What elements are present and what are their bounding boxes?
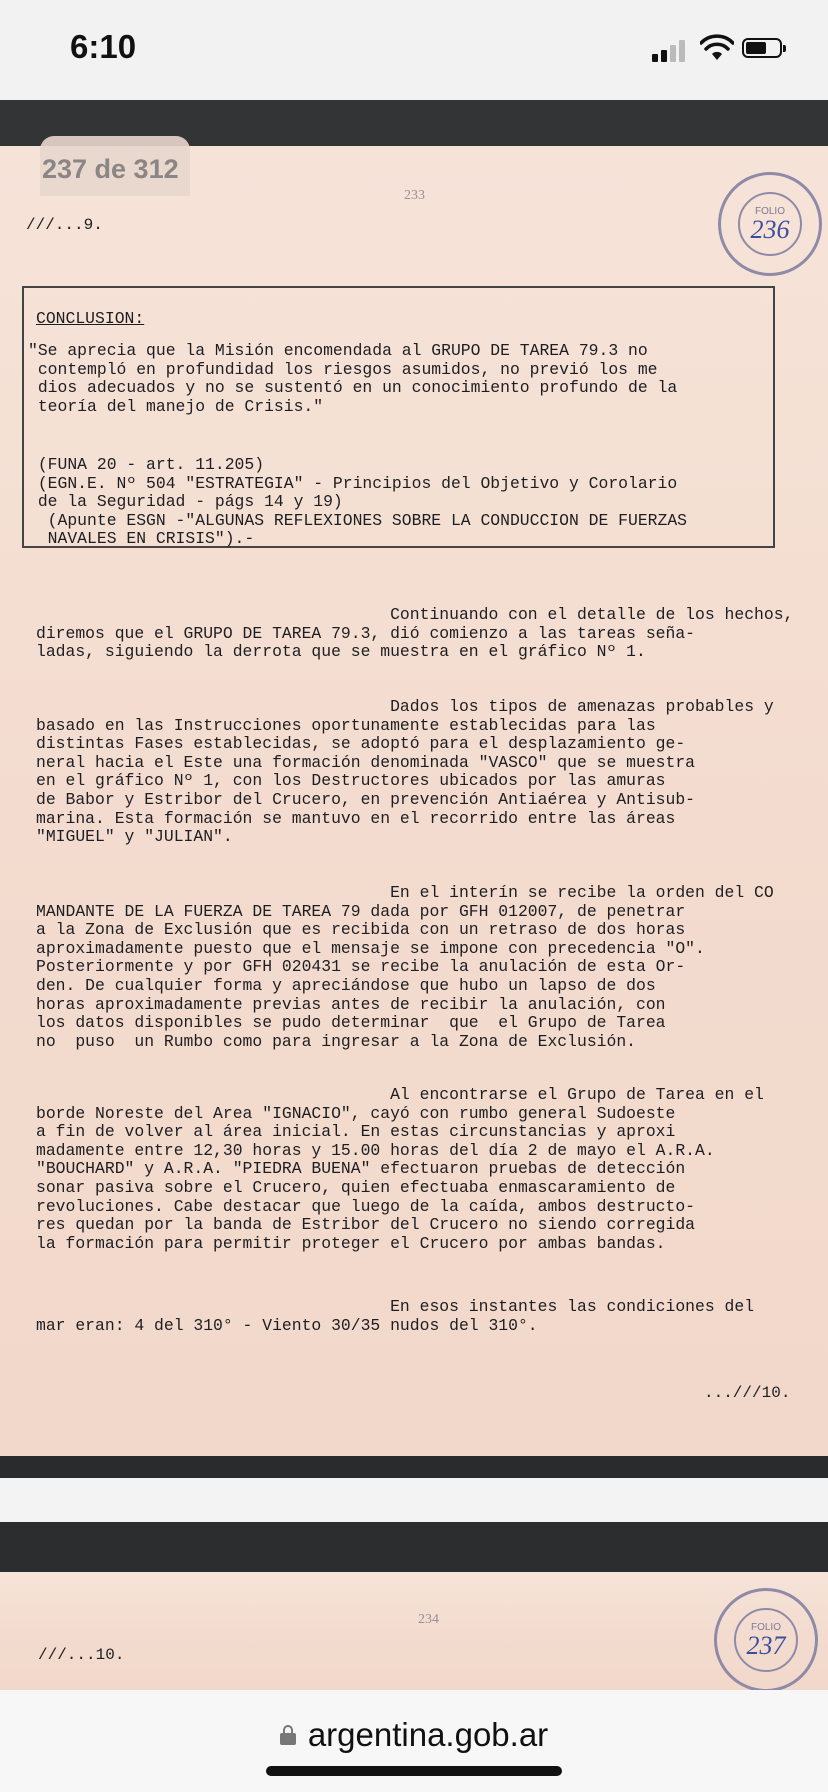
paragraph-line: res quedan por la banda de Estribor del Crucero no siendo corregida [36,1215,696,1235]
url-text[interactable]: argentina.gob.ar [307,1716,549,1753]
paragraph-line: borde Noreste del Area "IGNACIO", cayó con rumbo general Sudoeste [36,1103,676,1123]
paragraph-line: den. De cualquier forma y apreciándose que hubo un lapso de dos [36,975,656,995]
reference-line: (EGN.E. Nº 504 "ESTRATEGIA" - Principios del Objetivo y Corolario [28,473,678,493]
paragraph [36,1298,754,1335]
paragraph-line: revoluciones. Cabe destacar que luego de la caída, ambos destructo- [36,1196,696,1216]
paragraph-line: neral hacia el Este una formación denominada "VASCO" que se muestra [36,752,696,772]
conclusion-line: dios adecuados y no se sustentó en un conocimiento profundo de la [28,378,678,398]
document-page-next [0,1572,828,1690]
paragraph-line: En el interín se recibe la orden del CO [36,883,774,902]
paragraph-line: marina. Esta formación se mantuvo en el recorrido entre las áreas [36,808,676,828]
status-bar [0,0,828,100]
conclusion-line: "Se aprecia que la Misión encomendada al GRUPO DE TAREA 79.3 no [28,341,648,360]
paragraph-line: madamente entre 12,30 horas y 15.00 horas del día 2 de mayo el A.R.A. [36,1140,715,1160]
conclusion-line: teoría del manejo de Crisis." [28,396,324,416]
home-indicator[interactable] [266,1766,562,1776]
paragraph-line: horas aproximadamente previas antes de recibir la anulación, con [36,994,666,1014]
stamp-folio-label-next: FOLIO [750,1621,781,1633]
paragraph-line: "BOUCHARD" y A.R.A. "PIEDRA BUENA" efectuaron pruebas de detección [36,1159,686,1179]
paragraph-line: Continuando con el detalle de los hechos, [36,605,794,624]
paragraph-line: ladas, siguiendo la derrota que se muestra en el gráfico Nº 1. [36,642,646,662]
page-ref-top: ///...9. [26,216,103,234]
paragraph-line: basado en las Instrucciones oportunamente establecidas para las [36,715,656,735]
archive-stamp [718,172,822,276]
paragraph-line: distintas Fases establecidas, se adoptó para el desplazamiento ge- [36,734,686,754]
paragraph [36,698,774,847]
archive-stamp-next [714,1588,818,1692]
conclusion-line: contempló en profundidad los riesgos asumidos, no previó los me [28,359,658,379]
paragraph-line: los datos disponibles se pudo determinar que el Grupo de Tarea [36,1013,666,1033]
stamp-folio-label: FOLIO [754,205,785,217]
paragraph-line: no puso un Rumbo como para ingresar a la Zona de Exclusión. [36,1031,636,1051]
browser-address-bar[interactable] [0,1690,828,1792]
handwritten-page-number-next: 234 [418,1612,439,1627]
paragraph-line: diremos que el GRUPO DE TAREA 79.3, dió comienzo a las tareas seña- [36,623,696,643]
lock-icon [280,1725,296,1745]
handwritten-page-number: 233 [404,188,425,203]
paragraph-line: de Babor y Estribor del Crucero, en prevención Antiaérea y Antisub- [36,789,696,809]
paragraph-line: sonar pasiva sobre el Crucero, quien efectuaba enmascaramiento de [36,1177,676,1197]
status-time: 6:10 [70,28,137,65]
paragraph-line: en el gráfico Nº 1, con los Destructores ubicados por las amuras [36,771,666,791]
battery-icon [742,38,782,58]
stamp-folio-number-next: 237 [746,1630,786,1660]
paragraph [36,606,793,662]
conclusion-heading: CONCLUSION: [36,309,145,328]
page-ref-bottom: ...///10. [704,1384,791,1402]
paragraph-line: Dados los tipos de amenazas probables y [36,697,774,716]
paragraph-line: mar eran: 4 del 310° - Viento 30/35 nudos del 310°. [36,1315,538,1335]
paragraph-line: a la Zona de Exclusión que es recibida con un retraso de dos horas [36,920,686,940]
paragraph-line: a fin de volver al área inicial. En estas circunstancias y aproxi [36,1122,676,1142]
page-ref-top-next: ///...10. [38,1646,125,1664]
paragraph-line: Al encontrarse el Grupo de Tarea en el [36,1085,764,1104]
stamp-folio-number: 236 [750,214,790,244]
paragraph-line: En esos instantes las condiciones del [36,1297,755,1316]
paragraph-line: aproximadamente puesto que el mensaje se impone con precedencia "O". [36,938,705,958]
page-indicator: 237 de 312 [42,154,179,184]
reference-line: NAVALES EN CRISIS").- [28,529,255,549]
page-separator-band [0,1522,828,1572]
cellular-signal-icon [652,38,692,62]
paragraph-line: la formación para permitir proteger el Crucero por ambas bandas. [36,1233,666,1253]
page-gap [0,1478,828,1522]
paragraph [36,1086,764,1253]
reference-line: (FUNA 20 - art. 11.205) [28,455,265,474]
conclusion-references [28,456,687,549]
paragraph-line: MANDANTE DE LA FUERZA DE TAREA 79 dada por GFH 012007, de penetrar [36,901,686,921]
paragraph-line: "MIGUEL" y "JULIAN". [36,827,233,847]
wifi-icon [700,34,734,62]
paragraph-line: Posteriormente y por GFH 020431 se recibe la anulación de esta Or- [36,957,686,977]
page-separator [0,1456,828,1478]
paragraph [36,884,774,1051]
conclusion-text [28,342,677,416]
reference-line: de la Seguridad - págs 14 y 19) [28,492,343,512]
reference-line: (Apunte ESGN -"ALGUNAS REFLEXIONES SOBRE LA CONDUCCION DE FUERZAS [28,510,688,530]
